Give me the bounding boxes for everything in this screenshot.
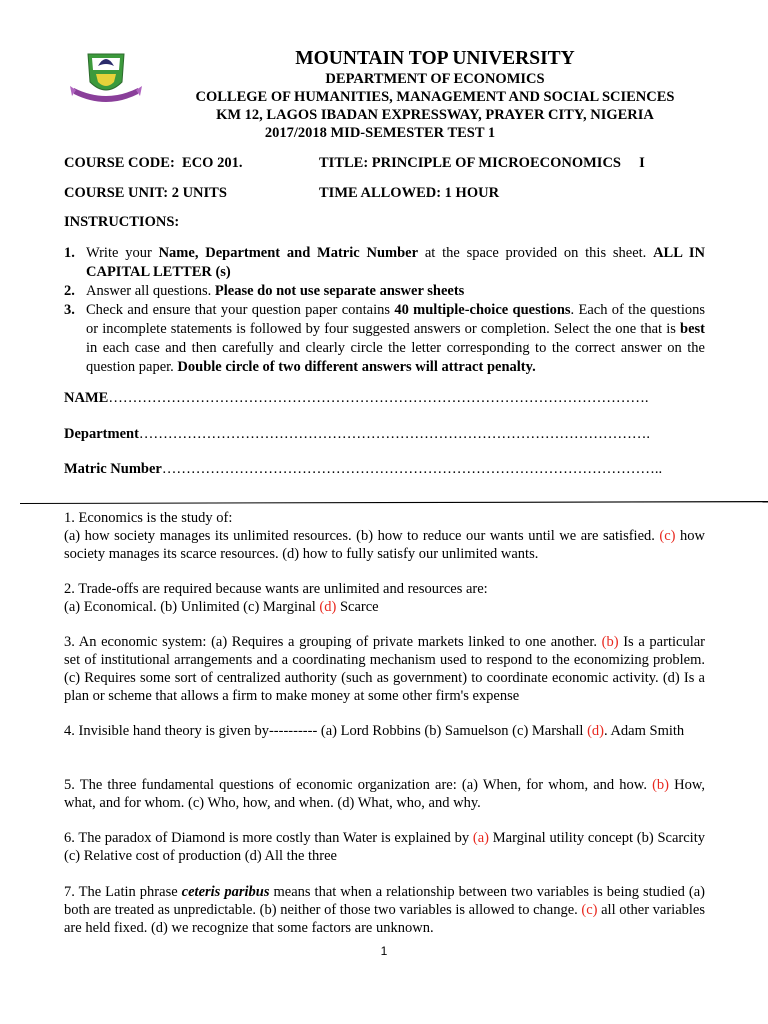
matric-blank[interactable]: ………………………………………………………………………………………….. [161, 461, 663, 477]
course-code [64, 155, 242, 172]
name-blank[interactable]: …………………………………………………………………………………………………. [108, 390, 649, 406]
answer-mark: (b) [652, 777, 669, 793]
department-field[interactable] [64, 426, 650, 443]
instruction-item: 2. Answer all questions. Please do not use separate answer sheets [64, 283, 465, 299]
department-blank[interactable]: ……………………………………………………………………………………………. [138, 426, 651, 442]
course-unit [64, 185, 227, 202]
answer-mark: (d) [587, 723, 604, 739]
answer-mark: (c) [659, 528, 676, 544]
department-label: Department [64, 426, 139, 442]
matric-number-field[interactable] [64, 461, 662, 478]
page-number: 1 [380, 944, 388, 958]
university-name: MOUNTAIN TOP UNIVERSITY [295, 48, 575, 69]
question-6: 6. The paradox of Diamond is more costly than Water is explained by (a) Marginal utility concept (b) Scarcity (c) Relative cost of production (d) All the three [64, 830, 705, 864]
course-title-value: PRINCIPLE OF MICROECONOMICS [371, 155, 621, 171]
question-2: 2. Trade-offs are required because wants are unlimited and resources are: (a) Economical. (b) Unlimited (c) Marginal (d) Scarce [64, 581, 488, 615]
matric-label: Matric Number [64, 461, 162, 477]
answer-mark: (c) [581, 902, 598, 918]
answer-mark: (b) [601, 634, 619, 650]
question-4: 4. Invisible hand theory is given by---------- (a) Lord Robbins (b) Samuelson (c) Marshall (d). Adam Smith [64, 723, 685, 739]
instructions-list [64, 244, 705, 377]
address-heading: KM 12, LAGOS IBADAN EXPRESSWAY, PRAYER CITY, NIGERIA [216, 107, 654, 123]
question-5: 5. The three fundamental questions of economic organization are: (a) When, for whom, and how. (b) How, what, and for whom. (c) Who, how, and when. (d) What, who, and why. [64, 777, 705, 811]
course-title-suffix: I [639, 155, 645, 171]
question-1: 1. Economics is the study of: (a) how society manages its unlimited resources. (b) how to reduce our wants until we are satisfied. (c) how society manages its scarce resources. (d) how to fully satisfy our unlimited wants. [64, 510, 705, 562]
question-7: 7. The Latin phrase ceteris paribus means that when a relationship between two variables is being studied (a) both are treated as unpredictable. (b) neither of those two variables is allowed to change. (c) all other variables are held fixed. (d) we recognize that some factors are unknown. [64, 884, 705, 936]
session-heading: 2017/2018 MID-SEMESTER TEST 1 [264, 125, 496, 141]
course-code-value: ECO 201. [182, 155, 243, 171]
name-label: NAME [64, 390, 109, 406]
answer-mark: (a) [472, 830, 489, 846]
department-heading: DEPARTMENT OF ECONOMICS [325, 71, 545, 87]
answer-mark: (d) [319, 599, 337, 615]
instructions-heading: INSTRUCTIONS: [64, 214, 180, 230]
time-allowed: TIME ALLOWED: 1 HOUR [319, 185, 500, 201]
instruction-item: 1. Write your Name, Department and Matric Number at the space provided on this sheet. ALL IN CAPITAL LETTER (s) [64, 245, 705, 280]
course-title-label: TITLE: [319, 155, 369, 171]
section-divider [20, 491, 768, 494]
course-title [319, 155, 645, 172]
course-unit-label: COURSE UNIT: [64, 185, 169, 201]
name-field[interactable] [64, 390, 648, 407]
course-unit-value: 2 UNITS [171, 185, 227, 201]
course-code-label: COURSE CODE: [64, 155, 175, 171]
university-logo [68, 48, 144, 110]
instruction-item: 3. Check and ensure that your question paper contains 40 multiple-choice questions. Each of the questions or incomplete statements is followed by four suggested answers or completion. Select the one that is best in each case and then carefully and clearly circle the letter corresponding to the correct answer on the question paper. Double circle of two different answers will attract penalty. [64, 302, 705, 375]
college-heading: COLLEGE OF HUMANITIES, MANAGEMENT AND SOCIAL SCIENCES [195, 89, 675, 105]
question-3: 3. An economic system: (a) Requires a grouping of private markets linked to one another. (b) Is a particular set of institutional arrangements and a coordinating mechanism used to respond to the economizing problem. (c) Requires some sort of centralized authority (such as government) to coordinate economic activity. (d) Is a plan or scheme that allows a firm to make money at some other firm's expense [64, 634, 705, 704]
